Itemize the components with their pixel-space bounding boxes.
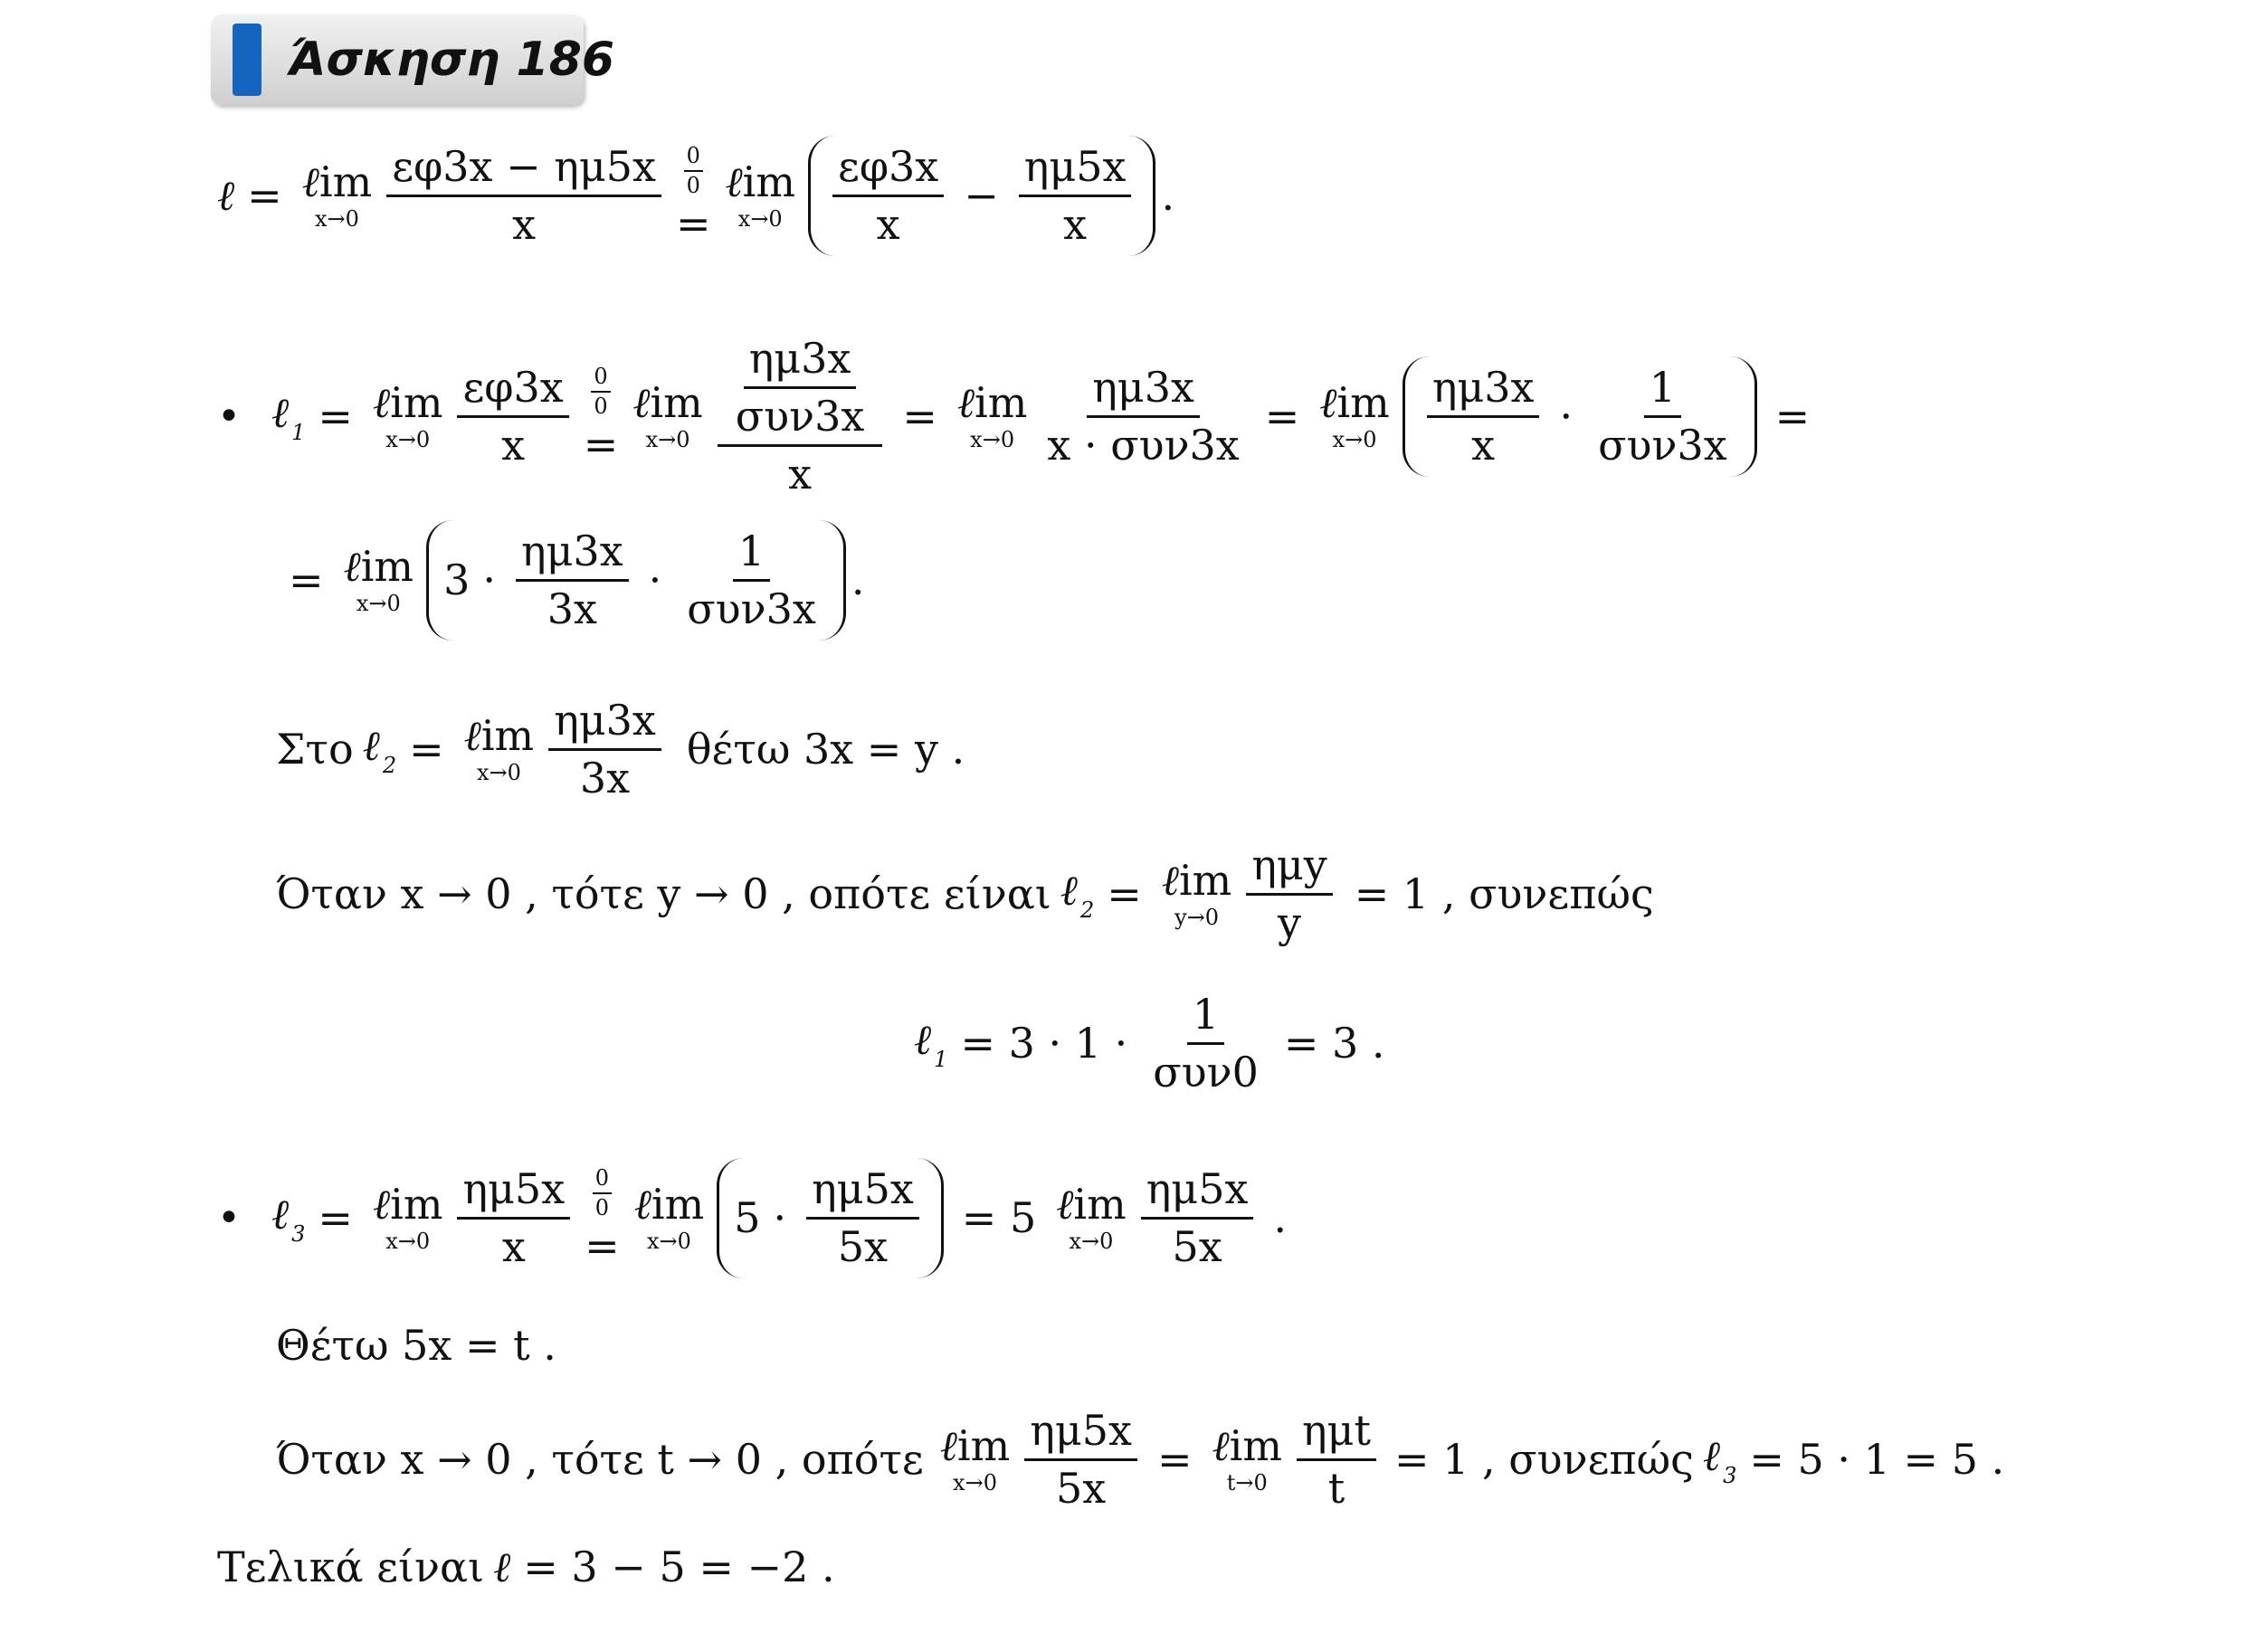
fraction — [1141, 1165, 1254, 1271]
lim-subscript: x→0 — [476, 760, 521, 786]
text-prefix: Όταν x → 0 , τότε t → 0 , οπότε — [276, 1435, 924, 1485]
bullet-point: • — [217, 393, 241, 440]
limit-operator — [372, 378, 443, 453]
inner-fraction — [730, 335, 870, 441]
fraction — [806, 1165, 919, 1271]
numerator: ημ3x — [1427, 364, 1540, 418]
subscript: 2 — [1079, 897, 1095, 923]
lim-word: im — [651, 1180, 705, 1230]
equals-sign: = — [902, 392, 937, 441]
limit-operator — [956, 378, 1028, 453]
lim-subscript: x→0 — [356, 591, 401, 617]
product-expression: = 3 · 1 · — [960, 1019, 1128, 1068]
lim-subscript: x→0 — [385, 1229, 431, 1255]
equation-line-9 — [276, 1407, 2017, 1513]
zero-over-zero-equals — [676, 144, 711, 248]
equation-line-4 — [276, 697, 974, 802]
ell-1 — [914, 1015, 947, 1072]
lim-subscript: x→0 — [1332, 427, 1377, 453]
equals-sign: = — [1107, 869, 1142, 919]
lim-ell: ℓ — [633, 1180, 651, 1230]
equals-sign: = — [1774, 392, 1811, 441]
numerator — [718, 335, 883, 447]
fraction — [386, 143, 661, 249]
denominator: 5x — [1172, 1221, 1222, 1271]
ell-symbol: ℓ — [914, 1014, 932, 1064]
numerator: 1 — [1187, 991, 1224, 1045]
limit-operator — [301, 157, 373, 233]
fraction — [1041, 364, 1244, 470]
denominator: x — [788, 449, 813, 498]
limit-operator — [633, 1180, 705, 1255]
lim-word: im — [956, 1421, 1011, 1471]
period: . — [851, 555, 865, 605]
ell-symbol: ℓ — [1702, 1430, 1721, 1480]
equals-sign: = — [1156, 1435, 1193, 1485]
lim-subscript: x→0 — [646, 1229, 691, 1255]
equals-sign: = — [585, 1220, 620, 1270]
lim-word: im — [975, 378, 1028, 428]
limit-operator — [1212, 1421, 1282, 1496]
coefficient: 5 — [734, 1193, 761, 1243]
multiplication-dot: · — [1559, 392, 1574, 441]
lim-subscript: x→0 — [645, 427, 690, 453]
lim-word: im — [360, 542, 414, 592]
exercise-header — [211, 14, 615, 105]
lim-word: im — [390, 378, 443, 428]
denominator: x — [512, 199, 537, 249]
fraction — [516, 527, 629, 633]
lim-word: im — [1073, 1180, 1127, 1230]
lim-ell: ℓ — [372, 1180, 391, 1230]
limit-operator — [725, 157, 795, 233]
denominator: 0 — [594, 394, 608, 420]
equals-sign: = — [409, 725, 444, 774]
denominator: 0 — [686, 173, 700, 199]
denominator: x — [876, 199, 900, 249]
numerator: εφ3x — [832, 143, 944, 197]
lim-word: im — [480, 711, 535, 761]
equals-sign: = — [318, 392, 353, 441]
text-prefix: Όταν x → 0 , τότε y → 0 , οπότε είναι — [276, 869, 1051, 919]
multiplication-dot: · — [773, 1193, 787, 1243]
substitution-text: Θέτω 5x = t . — [276, 1321, 556, 1370]
subscript: 3 — [1723, 1462, 1737, 1488]
parenthesized-expression — [717, 1158, 944, 1278]
ell-3 — [1703, 1431, 1736, 1488]
lim-ell: ℓ — [372, 378, 391, 428]
fraction — [681, 527, 822, 633]
text-middle: = 1 , συνεπώς — [1393, 1435, 1694, 1485]
equation-line-8 — [276, 1321, 566, 1370]
header-accent-bar — [233, 24, 261, 96]
lim-subscript: x→0 — [737, 206, 783, 233]
equation-line-7 — [217, 1158, 1299, 1278]
text-prefix: Τελικά είναι — [217, 1543, 485, 1591]
fraction — [1019, 143, 1132, 249]
indeterminate-form — [593, 1166, 612, 1221]
result: = 5 · 1 = 5 . — [1749, 1435, 2005, 1485]
lim-word: im — [650, 378, 703, 428]
fraction — [457, 364, 568, 470]
lim-ell: ℓ — [725, 157, 743, 207]
denominator: x — [501, 420, 526, 470]
lim-subscript: x→0 — [953, 1470, 997, 1496]
equation-line-2 — [217, 335, 1822, 498]
lim-word: im — [319, 157, 373, 207]
numerator: εφ3x − ημ5x — [386, 143, 661, 197]
ell-symbol: ℓ — [493, 1543, 511, 1591]
limit-operator — [632, 378, 703, 453]
lim-word: im — [1229, 1421, 1282, 1471]
limit-operator — [372, 1180, 443, 1255]
lim-ell: ℓ — [463, 711, 481, 761]
text-suffix: = 1 , συνεπώς — [1354, 869, 1654, 919]
fraction — [1593, 364, 1733, 470]
denominator: t — [1327, 1463, 1345, 1513]
lim-subscript: x→0 — [315, 206, 359, 233]
fraction — [1246, 841, 1332, 947]
denominator: συν3x — [735, 391, 865, 441]
subscript: 2 — [382, 752, 397, 778]
denominator: x — [501, 1221, 526, 1271]
numerator: 1 — [1644, 364, 1681, 418]
ell-symbol: ℓ — [271, 1189, 290, 1239]
result: = 3 . — [1283, 1019, 1385, 1068]
lim-word: im — [390, 1180, 443, 1230]
ell-symbol: ℓ — [271, 387, 290, 437]
parenthesized-expression — [1402, 356, 1757, 477]
fraction — [457, 1165, 570, 1271]
equation-line-5 — [276, 841, 1663, 947]
subscript: 1 — [934, 1046, 948, 1072]
denominator: x · συν3x — [1047, 420, 1240, 470]
fraction — [1427, 364, 1540, 470]
denominator: 5x — [1055, 1463, 1107, 1513]
numerator: ημ3x — [1087, 364, 1200, 418]
denominator: x — [1063, 199, 1088, 249]
equals-sign: = — [1264, 392, 1300, 441]
limit-operator — [343, 542, 414, 617]
ell-symbol: ℓ — [362, 720, 380, 770]
period: . — [1161, 171, 1175, 221]
numerator: ημ5x — [806, 1165, 919, 1220]
text-prefix: Στο — [276, 725, 354, 774]
fraction — [1147, 991, 1264, 1097]
lim-ell: ℓ — [1161, 856, 1179, 906]
lim-subscript: y→0 — [1174, 905, 1220, 931]
fraction — [1024, 1407, 1137, 1513]
limit-operator — [1161, 856, 1232, 931]
indeterminate-form — [684, 144, 703, 199]
lim-subscript: x→0 — [970, 427, 1015, 453]
fraction — [832, 143, 944, 249]
denominator: 5x — [837, 1221, 889, 1271]
numerator: ημ5x — [457, 1165, 570, 1220]
numerator: 1 — [733, 527, 770, 582]
lim-ell: ℓ — [956, 378, 975, 428]
denominator: συν0 — [1153, 1047, 1259, 1097]
numerator: ημ3x — [516, 527, 629, 582]
ell-2 — [363, 721, 396, 778]
numerator: ημy — [1246, 841, 1332, 896]
equation-line-3 — [276, 520, 864, 641]
equals-sign: = — [318, 1193, 353, 1243]
lim-word: im — [1178, 856, 1232, 906]
numerator: ημ5x — [1024, 1407, 1137, 1461]
zero-over-zero-equals — [585, 1166, 620, 1270]
lim-subscript: x→0 — [1069, 1229, 1114, 1255]
ell-2 — [1060, 866, 1094, 923]
coefficient-equals: = 5 — [961, 1193, 1037, 1243]
numerator: ημ3x — [744, 335, 857, 389]
indeterminate-form — [591, 365, 610, 420]
lim-ell: ℓ — [1056, 1180, 1074, 1230]
numerator: 0 — [591, 365, 610, 394]
period: . — [1273, 1193, 1288, 1243]
numerator: 0 — [593, 1166, 612, 1195]
compound-fraction — [718, 335, 883, 498]
multiplication-dot: · — [648, 555, 662, 605]
equation-line-10 — [217, 1543, 848, 1591]
ell-symbol: ℓ — [217, 171, 235, 221]
equals-sign: = — [583, 419, 619, 469]
denominator: συν3x — [1598, 420, 1727, 470]
denominator: 3x — [547, 584, 597, 633]
numerator: εφ3x — [457, 364, 568, 418]
ell-symbol: ℓ — [1060, 865, 1078, 915]
limit-operator — [1319, 378, 1390, 453]
lim-ell: ℓ — [1319, 378, 1337, 428]
lim-ell: ℓ — [343, 542, 361, 592]
substitution-text: θέτω 3x = y . — [686, 725, 965, 774]
lim-word: im — [1336, 378, 1390, 428]
lim-subscript: x→0 — [385, 427, 431, 453]
equals-sign: = — [247, 171, 282, 221]
limit-operator — [939, 1421, 1011, 1496]
subscript: 1 — [291, 419, 306, 445]
numerator: ημ5x — [1019, 143, 1132, 197]
denominator: 0 — [594, 1195, 610, 1221]
lim-word: im — [742, 157, 795, 207]
coefficient: 3 — [443, 555, 471, 605]
zero-over-zero-equals — [584, 365, 619, 469]
lim-ell: ℓ — [632, 378, 651, 428]
denominator: 3x — [579, 753, 631, 802]
equals-sign: = — [289, 555, 324, 605]
numerator: ημ5x — [1141, 1165, 1254, 1220]
minus-sign: − — [964, 171, 999, 221]
lim-ell: ℓ — [301, 157, 319, 207]
parenthesized-expression — [426, 520, 846, 641]
equation-line-1 — [217, 136, 1174, 256]
fraction — [548, 697, 661, 802]
fraction — [1297, 1407, 1376, 1513]
limit-operator — [463, 711, 535, 786]
parenthesized-expression — [808, 136, 1155, 256]
denominator: συν3x — [687, 584, 816, 633]
bullet-point: • — [217, 1194, 241, 1241]
numerator: ημ3x — [548, 697, 661, 751]
multiplication-dot: · — [482, 555, 496, 605]
lim-subscript: t→0 — [1226, 1470, 1268, 1496]
lim-ell: ℓ — [939, 1421, 957, 1471]
numerator: 0 — [684, 144, 703, 173]
exercise-title: Άσκηση 186 — [289, 33, 615, 87]
ell-1 — [271, 388, 305, 445]
denominator: x — [1471, 420, 1496, 470]
equation-line-6 — [914, 991, 1398, 1097]
final-result: = 3 − 5 = −2 . — [523, 1543, 835, 1591]
equals-sign: = — [675, 198, 711, 248]
limit-operator — [1056, 1180, 1127, 1255]
subscript: 3 — [291, 1220, 306, 1247]
numerator: ημt — [1297, 1407, 1376, 1461]
lim-ell: ℓ — [1212, 1421, 1230, 1471]
ell-3 — [271, 1190, 305, 1247]
denominator: y — [1278, 897, 1302, 947]
